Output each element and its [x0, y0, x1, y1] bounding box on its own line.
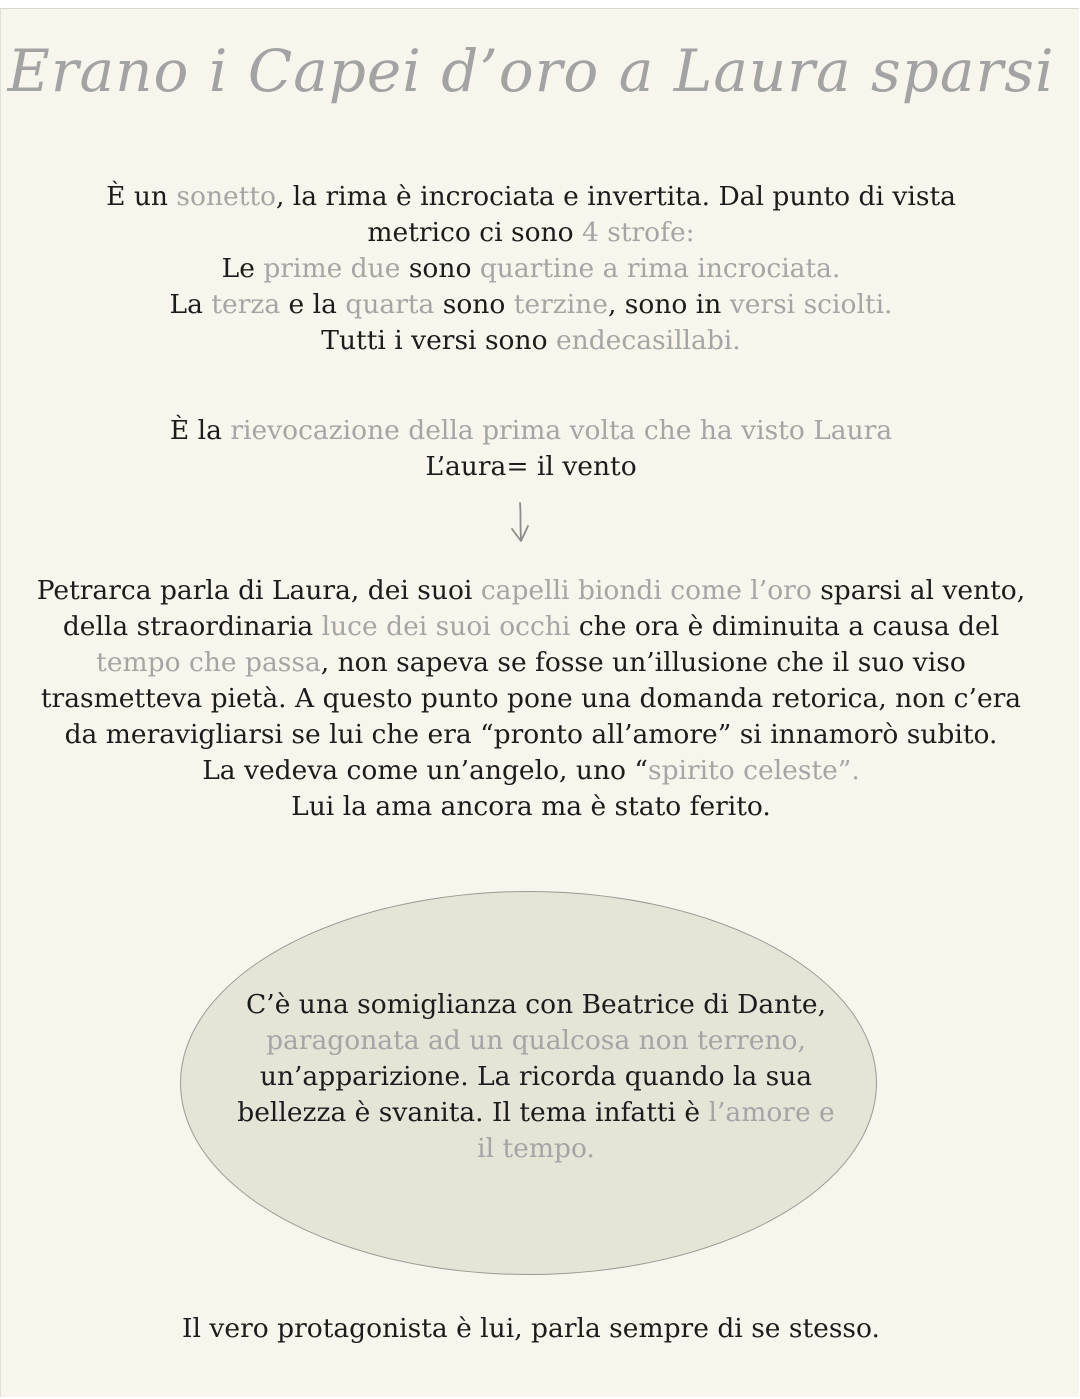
highlight: tempo che passa [96, 647, 321, 678]
highlight: terzine [513, 289, 608, 320]
evocation-paragraph [21, 413, 1041, 485]
highlight: l’amore e il tempo. [477, 1097, 835, 1164]
text: Petrarca parla di Laura, dei suoi [36, 575, 481, 606]
note-bubble-text [226, 987, 846, 1167]
text: Le [221, 253, 264, 284]
text: La vedeva come un’angelo, uno “ [202, 755, 648, 786]
text: È un [106, 181, 177, 212]
text: sparsi al vento, della straordinaria [62, 575, 1026, 642]
highlight: versi sciolti. [729, 289, 893, 320]
text: e la [280, 289, 346, 320]
highlight: sonetto [176, 181, 276, 212]
metrics-line-1 [21, 179, 1041, 251]
text: , sono in [607, 289, 730, 320]
page [0, 8, 1079, 1397]
evocation-line-1 [21, 413, 1041, 449]
highlight: quarta [345, 289, 435, 320]
highlight: spirito celeste [647, 755, 838, 786]
highlight: endecasillabi. [555, 325, 741, 356]
highlight: capelli biondi come l’oro [480, 575, 812, 606]
text: , la rima è incrociata e invertita. Dal punto di vista metrico ci sono [275, 181, 956, 248]
page-title: Erano i Capei d’oro a Laura sparsi [7, 37, 1055, 105]
text: sono [434, 289, 514, 320]
summary-line-3: Lui la ama ancora ma è stato ferito. [291, 791, 771, 822]
highlight: luce dei suoi occhi [321, 611, 571, 642]
highlight: 4 strofe: [581, 217, 695, 248]
text: , non sapeva se fosse un’illusione che il suo viso trasmetteva pietà. A questo punto pone una domanda retorica, non c’era da meravigliarsi se lui che era “pronto all’amore” si innamorò subito. [40, 647, 1022, 750]
metrics-paragraph [21, 179, 1041, 359]
metrics-line-3 [21, 287, 1041, 323]
highlight: paragonata ad un qualcosa non terreno, [266, 1025, 806, 1056]
summary-paragraph [31, 573, 1031, 825]
text: La [169, 289, 212, 320]
metrics-line-4 [21, 323, 1041, 359]
summary-body [31, 573, 1031, 753]
highlight: prime due [263, 253, 401, 284]
highlight: quartine a rima incrociata. [479, 253, 841, 284]
text: sono [400, 253, 480, 284]
evocation-line-2: L’aura= il vento [425, 451, 637, 482]
text: È la [169, 415, 231, 446]
text: C’è una somiglianza con Beatrice di Dante, [246, 989, 826, 1020]
text: che ora è diminuita a causa del [570, 611, 1000, 642]
highlight: rievocazione della prima volta che ha visto Laura [230, 415, 893, 446]
closing-line: Il vero protagonista è lui, parla sempre di se stesso. [182, 1313, 880, 1344]
down-arrow-icon [499, 499, 543, 549]
highlight: terza [211, 289, 281, 320]
text: Tutti i versi sono [321, 325, 556, 356]
text: un’apparizione. La ricorda quando la sua bellezza è svanita. Il tema infatti è [237, 1061, 813, 1128]
highlight: ”. [837, 755, 860, 786]
summary-line-2 [31, 753, 1031, 789]
metrics-line-2 [21, 251, 1041, 287]
